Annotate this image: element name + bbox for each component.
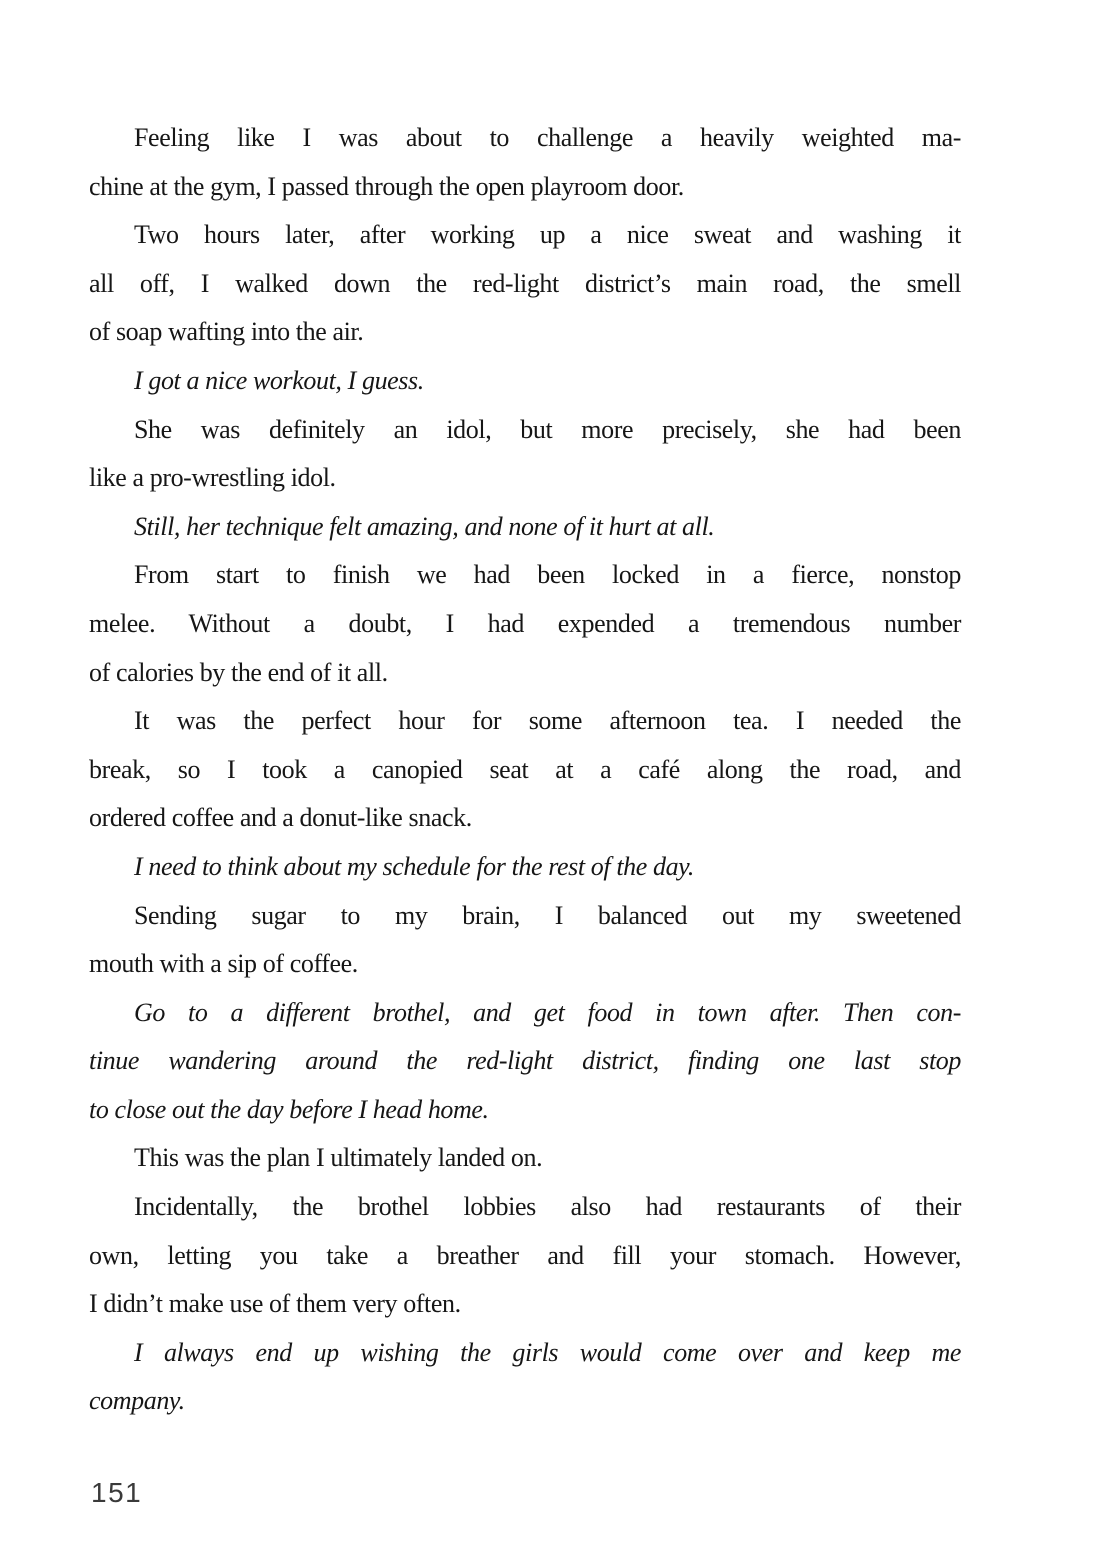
text-line: I need to think about my schedule for the rest of the day.	[134, 851, 694, 881]
text-line: Feeling like I was about to challenge a heavily weighted ma-	[134, 123, 961, 152]
text-line: mouth with a sip of coffee.	[89, 949, 358, 979]
text-line: I got a nice workout, I guess.	[134, 365, 424, 395]
text-line: of calories by the end of it all.	[89, 657, 388, 687]
paragraph	[89, 1183, 961, 1329]
page-number: 151	[91, 1477, 143, 1508]
text-line: Sending sugar to my brain, I balanced out my sweetened	[134, 900, 961, 930]
text-line: like a pro-wrestling idol.	[89, 463, 336, 493]
text-line: chine at the gym, I passed through the open playroom door.	[89, 171, 684, 201]
text-line: all off, I walked down the red-light district’s main road, the smell	[89, 268, 961, 298]
text-line: It was the perfect hour for some afternoon tea. I needed the	[134, 706, 961, 736]
paragraph-inner-monologue	[89, 503, 961, 552]
paragraph	[89, 211, 961, 357]
paragraph	[89, 406, 961, 503]
paragraph	[89, 697, 961, 843]
text-line: own, letting you take a breather and fill your stomach. However,	[89, 1240, 961, 1270]
text-line: She was definitely an idol, but more precisely, she had been	[134, 414, 961, 444]
text-line: I always end up wishing the girls would come over and keep me	[134, 1337, 961, 1367]
paragraph-inner-monologue	[89, 843, 961, 892]
paragraph	[89, 892, 961, 989]
text-line: From start to finish we had been locked in a fierce, nonstop	[134, 560, 961, 590]
paragraph-inner-monologue	[89, 1329, 961, 1426]
body-text	[89, 114, 961, 1426]
text-line: This was the plan I ultimately landed on.	[134, 1143, 543, 1173]
text-line: break, so I took a canopied seat at a café along the road, and	[89, 754, 961, 784]
text-line: to close out the day before I head home.	[89, 1094, 489, 1124]
text-line: company.	[89, 1386, 185, 1416]
text-line: Go to a different brothel, and get food in town after. Then con-	[134, 997, 961, 1027]
text-line: tinue wandering around the red-light district, finding one last stop	[89, 1046, 961, 1076]
paragraph	[89, 114, 961, 211]
text-line: Still, her technique felt amazing, and none of it hurt at all.	[134, 511, 715, 541]
paragraph	[89, 1134, 961, 1183]
paragraph-inner-monologue	[89, 989, 961, 1135]
text-line: Two hours later, after working up a nice sweat and washing it	[134, 220, 961, 250]
paragraph	[89, 551, 961, 697]
text-line: melee. Without a doubt, I had expended a tremendous number	[89, 608, 961, 638]
text-line: I didn’t make use of them very often.	[89, 1289, 461, 1319]
text-line: Incidentally, the brothel lobbies also had restaurants of their	[134, 1192, 961, 1222]
text-line: ordered coffee and a donut-like snack.	[89, 803, 472, 833]
paragraph-inner-monologue	[89, 357, 961, 406]
text-line: of soap wafting into the air.	[89, 317, 364, 347]
